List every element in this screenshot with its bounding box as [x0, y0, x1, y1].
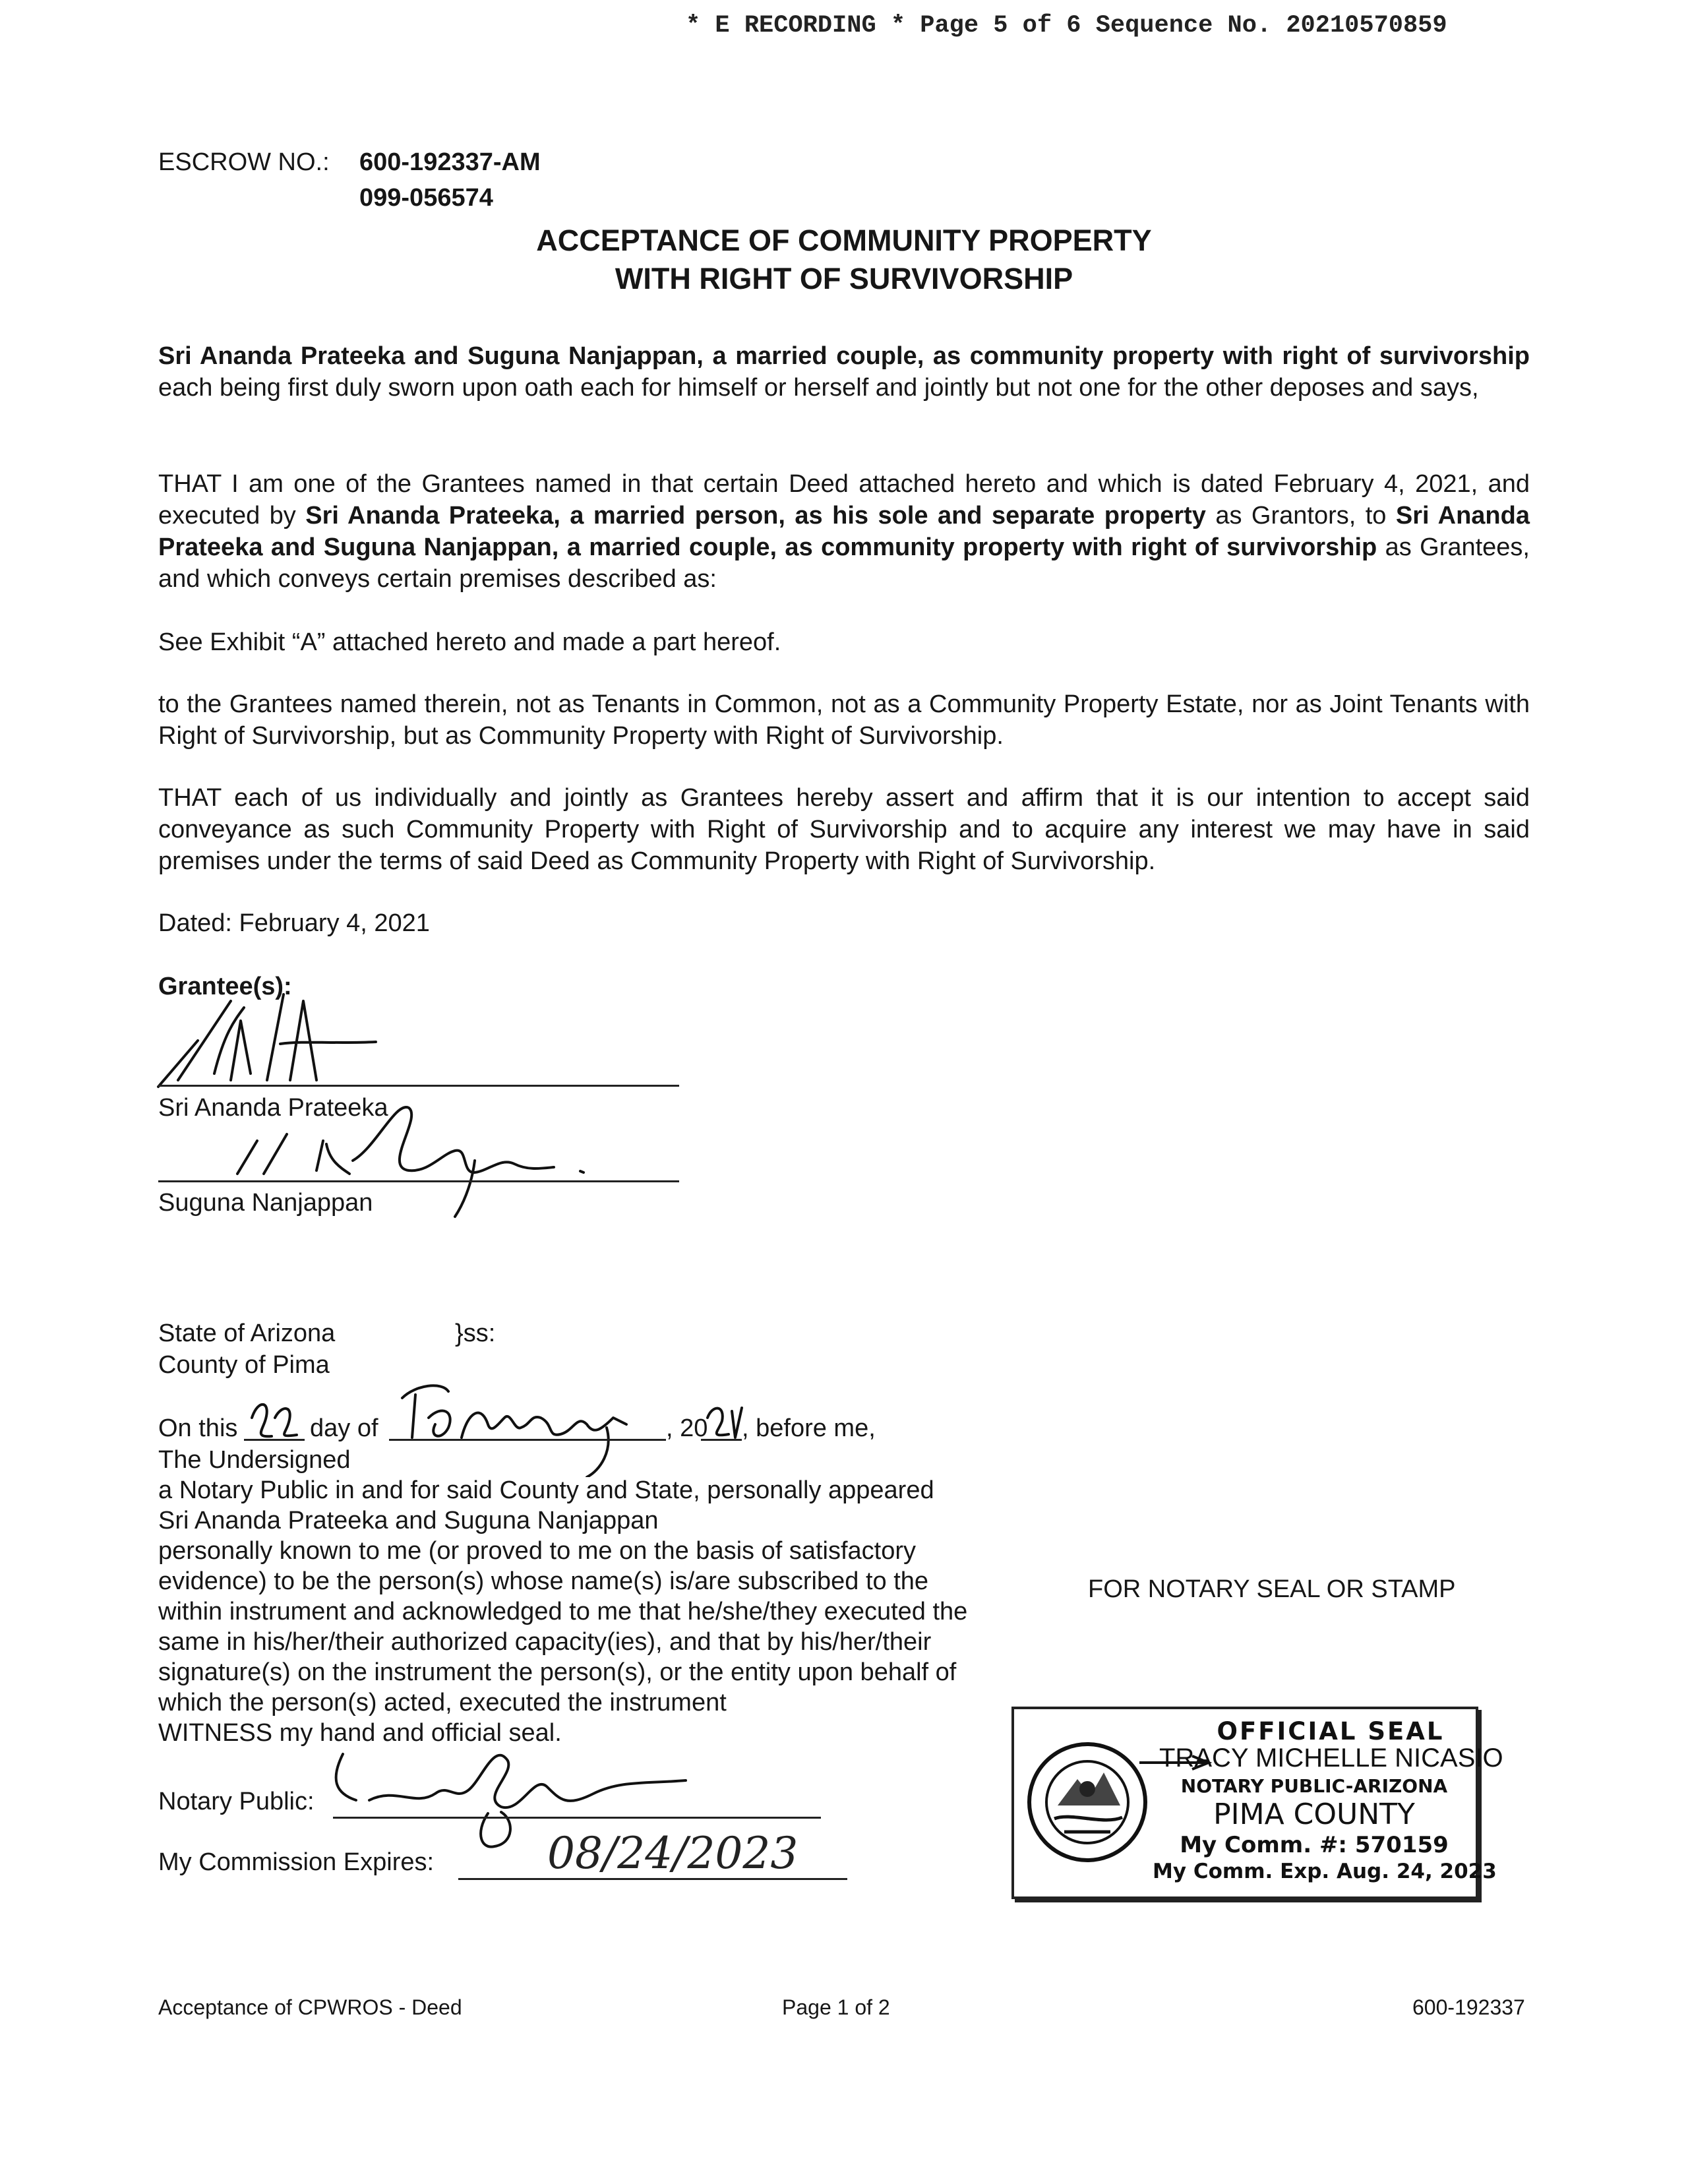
commission-expires-line — [458, 1878, 847, 1880]
month-underline — [389, 1439, 666, 1441]
paragraph-text: each being first duly sworn upon oath each for himself or herself and jointly but not one for the other deposes and says, — [158, 374, 1479, 402]
year-underline — [701, 1439, 742, 1441]
notary-public-label: Notary Public: — [158, 1788, 315, 1815]
seal-commission-expiration: My Comm. Exp. Aug. 24, 2023 — [1153, 1860, 1497, 1883]
paragraph-text: as Grantors, to — [1205, 502, 1396, 530]
day-underline — [244, 1439, 305, 1441]
exhibit-reference: See Exhibit “A” attached hereto and made a part hereof. — [158, 628, 781, 656]
grantees-label: Grantee(s): — [158, 973, 292, 1000]
dated-line: Dated: February 4, 2021 — [158, 909, 430, 937]
notary-on-this: On this — [158, 1414, 238, 1442]
arizona-state-seal-icon — [1025, 1733, 1150, 1871]
seal-notary-name: TRACY MICHELLE NICASIO — [1159, 1744, 1503, 1773]
notary-appeared-names: Sri Ananda Prateeka and Suguna Nanjappan — [158, 1507, 659, 1534]
notary-signature-line — [333, 1817, 821, 1819]
seal-county: PIMA COUNTY — [1213, 1798, 1415, 1831]
escrow-number-secondary: 099-056574 — [359, 184, 493, 212]
escrow-label: ESCROW NO.: — [158, 148, 330, 176]
affidavit-paragraph-5: THAT each of us individually and jointly as Grantees hereby assert and affirm that it is our intention to accept said conveyance as such Community Property with Right of Survivorship and to acquire any interest we may have in said premises under the terms of said Deed as Community Property with Right of Survivorship. — [158, 784, 1530, 875]
notary-text-line: which the person(s) acted, executed the instrument — [158, 1689, 727, 1716]
affidavit-paragraph-4: to the Grantees named therein, not as Tenants in Common, not as a Community Property Estate, nor as Joint Tenants with Right of Survivorship, but as Community Property with Right of Survivorship. — [158, 690, 1530, 750]
notary-text-line: same in his/her/their authorized capacity(ies), and that by his/her/their — [158, 1628, 932, 1656]
document-title-line2: WITH RIGHT OF SURVIVORSHIP — [615, 262, 1073, 295]
handwritten-month — [389, 1378, 666, 1477]
notary-witness-line: WITNESS my hand and official seal. — [158, 1719, 562, 1747]
grantee-name-1: Sri Ananda Prateeka — [158, 1094, 388, 1122]
grantees-bold-text: Sri Ananda Prateeka and Suguna Nanjappan, a married couple, as community property with right of survivorship — [158, 342, 1530, 370]
grantee-signature-1 — [152, 981, 402, 1100]
document-title-line1: ACCEPTANCE OF COMMUNITY PROPERTY — [536, 224, 1152, 257]
commission-expires-label: My Commission Expires: — [158, 1848, 435, 1876]
grantee-signature-line-2 — [158, 1180, 679, 1182]
venue-state: State of Arizona — [158, 1320, 336, 1347]
grantees-bold-text: Sri Ananda Prateeka and Suguna Nanjappan, a married couple, as community property with right of survivorship — [158, 502, 1530, 561]
affidavit-paragraph-1 — [158, 340, 1530, 404]
paragraph-text: THAT I am one of the Grantees named in that certain Deed attached hereto and which is dated February 4, 2021, and executed by — [158, 470, 1530, 530]
escrow-number-primary: 600-192337-AM — [359, 148, 541, 176]
grantee-name-2: Suguna Nanjappan — [158, 1189, 373, 1217]
grantee-signature-line-1 — [158, 1085, 679, 1087]
notary-text-line: a Notary Public in and for said County and State, personally appeared — [158, 1476, 934, 1504]
footer-page-number: Page 1 of 2 — [782, 1995, 890, 2019]
notary-text-line: evidence) to be the person(s) whose name(s) is/are subscribed to the — [158, 1567, 929, 1595]
notary-text-line: signature(s) on the instrument the person(s), or the entity upon behalf of — [158, 1658, 957, 1686]
notary-day-of: day of — [310, 1414, 378, 1442]
grantor-bold-text: Sri Ananda Prateeka, a married person, as his sole and separate property — [305, 502, 1206, 530]
venue-ss: }ss: — [455, 1320, 496, 1347]
commission-expires-handwritten: 08/24/2023 — [547, 1828, 799, 1879]
notary-undersigned: The Undersigned — [158, 1446, 351, 1474]
seal-notary-title: NOTARY PUBLIC-ARIZONA — [1180, 1775, 1448, 1797]
seal-commission-number: My Comm. #: 570159 — [1180, 1832, 1449, 1858]
affidavit-paragraph-2 — [158, 468, 1530, 595]
seal-title: OFFICIAL SEAL — [1217, 1717, 1445, 1745]
footer-left: Acceptance of CPWROS - Deed — [158, 1995, 462, 2019]
recording-header: * E RECORDING * Page 5 of 6 Sequence No. 20210570859 — [686, 12, 1447, 40]
notary-text-line: personally known to me (or proved to me on the basis of satisfactory — [158, 1537, 916, 1565]
venue-county: County of Pima — [158, 1351, 330, 1379]
handwritten-day — [245, 1391, 305, 1444]
footer-right: 600-192337 — [1412, 1995, 1525, 2019]
notary-before-me: , before me, — [742, 1414, 876, 1442]
notary-seal-caption: FOR NOTARY SEAL OR STAMP — [1088, 1575, 1456, 1603]
notary-text-line: within instrument and acknowledged to me that he/she/they executed the — [158, 1598, 968, 1625]
notary-year-prefix: , 20 — [666, 1414, 708, 1442]
paragraph-text: as Grantees, and which conveys certain premises described as: — [158, 533, 1530, 593]
notary-seal-stamp — [1011, 1707, 1503, 1899]
